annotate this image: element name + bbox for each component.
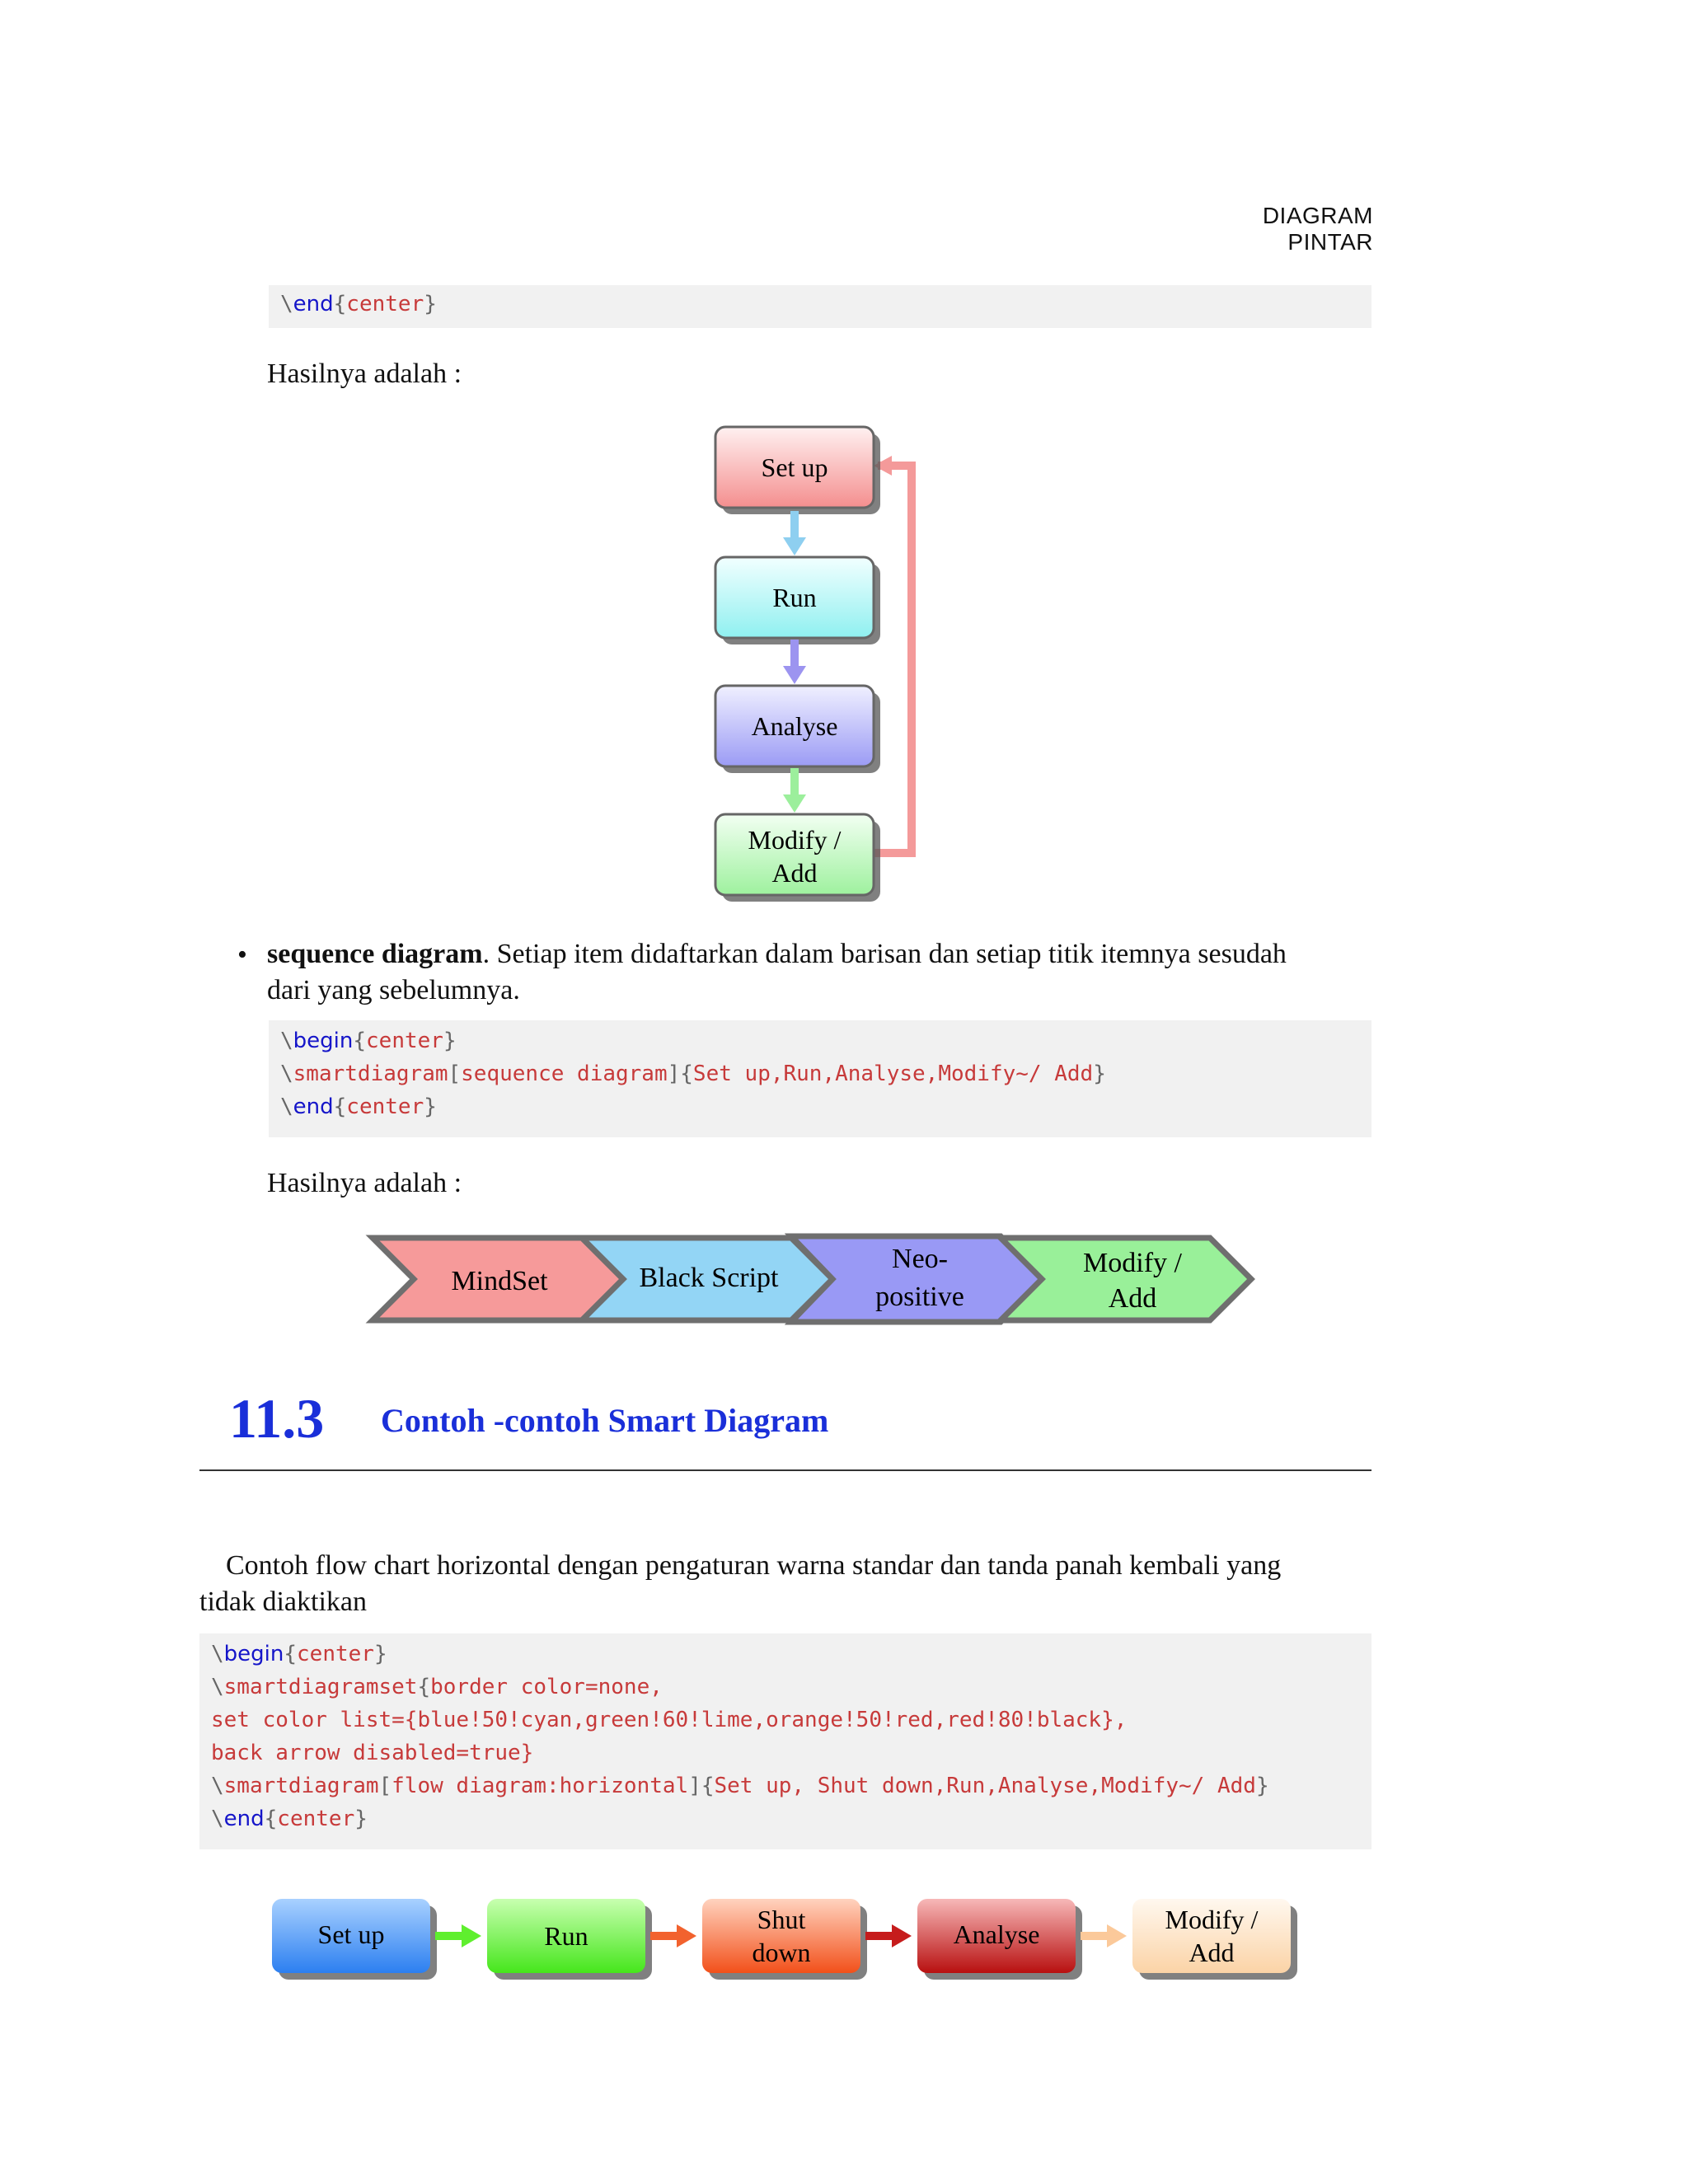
code-keyword: begin xyxy=(223,1642,284,1666)
code-line: \smartdiagram[sequence diagram]{Set up,Run,Analyse,Modify~/ Add} xyxy=(280,1062,1106,1086)
flow-node-label: Run xyxy=(544,1921,588,1951)
flow-node-analyse xyxy=(715,686,880,773)
flow-node-label: Run xyxy=(772,583,817,612)
code-line: back arrow disabled=true} xyxy=(211,1741,534,1765)
flow-arrow xyxy=(783,640,806,684)
bullet-term: sequence diagram xyxy=(267,939,483,969)
sequence-item-black-script xyxy=(582,1238,832,1320)
code-arg: Set up, Shut down,Run,Analyse,Modify~/ Add xyxy=(714,1774,1256,1798)
code-arg: center xyxy=(297,1642,374,1666)
flow-node-setup xyxy=(715,427,880,514)
running-header: DIAGRAM PINTAR xyxy=(1262,203,1373,255)
section-rule xyxy=(199,1469,1372,1471)
code-arg: center xyxy=(277,1807,355,1831)
flow-arrow xyxy=(435,1924,481,1947)
flow-node-analyse xyxy=(917,1899,1082,1980)
code-keyword: smartdiagram xyxy=(293,1062,448,1086)
flow-node-modify xyxy=(715,814,880,902)
code-keyword: smartdiagram xyxy=(223,1774,379,1798)
code-option: sequence diagram xyxy=(461,1062,668,1086)
result-label-1: Hasilnya adalah : xyxy=(267,359,462,389)
flow-node-label: Add xyxy=(1189,1938,1235,1967)
code-keyword: end xyxy=(293,1094,334,1119)
bullet-text-line2: dari yang sebelumnya. xyxy=(267,975,520,1005)
code-keyword: end xyxy=(223,1807,265,1831)
paragraph-line1: Contoh flow chart horizontal dengan pengaturan warna standar dan tanda panah kembali yang xyxy=(226,1550,1282,1581)
sequence-item-mindset xyxy=(373,1238,623,1320)
sequence-item-neo-positive xyxy=(791,1236,1042,1322)
flow-node-label: Set up xyxy=(761,452,828,482)
flow-node-shutdown xyxy=(702,1899,867,1980)
flow-arrow xyxy=(783,511,806,555)
flow-node-label: Modify / xyxy=(748,825,842,855)
code-line: \smartdiagramset{border color=none, xyxy=(211,1675,663,1699)
code-block-2 xyxy=(269,1020,1372,1137)
code-keyword: begin xyxy=(293,1029,354,1053)
flow-node-modify xyxy=(1132,1899,1297,1980)
sequence-item-label: Modify / xyxy=(1083,1248,1182,1278)
sequence-item-modify xyxy=(1001,1238,1251,1320)
flow-arrow xyxy=(865,1924,912,1947)
bullet-icon: • xyxy=(237,940,247,970)
code-block-1 xyxy=(269,285,1372,328)
code-block-3 xyxy=(199,1633,1372,1849)
flow-arrow xyxy=(1081,1924,1127,1947)
code-arg: center xyxy=(346,292,424,316)
code-option: flow diagram:horizontal xyxy=(392,1774,689,1798)
flow-node-setup xyxy=(272,1899,437,1980)
code-line: \begin{center} xyxy=(211,1642,387,1666)
bullet-text xyxy=(267,936,1376,972)
code-line: \smartdiagram[flow diagram:horizontal]{Set up, Shut down,Run,Analyse,Modify~/ Add} xyxy=(211,1774,1269,1798)
code-line: set color list={blue!50!cyan,green!60!lime,orange!50!red,red!80!black}, xyxy=(211,1708,1128,1732)
paragraph-line2: tidak diaktikan xyxy=(199,1586,368,1617)
flow-arrow xyxy=(650,1924,696,1947)
flow-node-run xyxy=(487,1899,652,1980)
section-title: Contoh -contoh Smart Diagram xyxy=(381,1402,829,1439)
code-arg: center xyxy=(366,1029,443,1053)
code-line: \end{center} xyxy=(280,292,437,316)
flow-diagram-horizontal xyxy=(264,1887,1319,1994)
code-keyword: end xyxy=(293,292,334,316)
sequence-item-label: Black Script xyxy=(639,1263,779,1293)
flow-node-label: Modify / xyxy=(1165,1905,1259,1934)
code-keyword: smartdiagramset xyxy=(223,1675,418,1699)
sequence-item-label: positive xyxy=(875,1282,964,1312)
sequence-item-label: Neo- xyxy=(892,1244,948,1274)
flow-diagram-vertical xyxy=(709,420,923,907)
sequence-diagram xyxy=(363,1228,1269,1335)
code-line: \end{center} xyxy=(211,1807,368,1831)
back-arrow xyxy=(874,456,912,853)
sequence-item-label: Add xyxy=(1108,1283,1157,1314)
flow-node-label: Add xyxy=(771,858,818,888)
code-line: \begin{center} xyxy=(280,1029,457,1053)
flow-node-label: Analyse xyxy=(953,1919,1040,1949)
flow-node-label: down xyxy=(752,1938,811,1967)
code-arg: border color=none, xyxy=(430,1675,663,1699)
bullet-rest: . Setiap item didaftarkan dalam barisan dan setiap titik itemnya sesudah xyxy=(482,939,1287,969)
section-number: 11.3 xyxy=(229,1387,325,1450)
flow-node-label: Analyse xyxy=(751,711,838,741)
result-label-2: Hasilnya adalah : xyxy=(267,1168,462,1198)
flow-node-label: Set up xyxy=(317,1919,385,1949)
code-arg: Set up,Run,Analyse,Modify~/ Add xyxy=(692,1062,1094,1086)
code-line: \end{center} xyxy=(280,1094,437,1119)
flow-node-label: Shut xyxy=(757,1905,806,1934)
flow-arrow xyxy=(783,768,806,813)
code-arg: center xyxy=(346,1094,424,1119)
flow-node-run xyxy=(715,557,880,644)
sequence-item-label: MindSet xyxy=(451,1266,548,1296)
